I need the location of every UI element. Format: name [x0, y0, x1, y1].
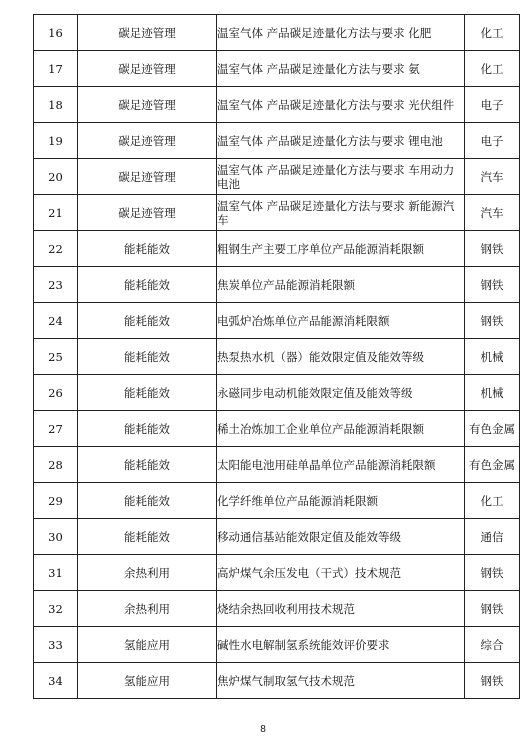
row-industry: 机械 — [465, 375, 520, 411]
row-number: 27 — [34, 411, 78, 447]
row-number: 21 — [34, 195, 78, 231]
table-row — [34, 519, 520, 555]
row-standard-title: 太阳能电池用硅单晶单位产品能源消耗限额 — [217, 447, 465, 483]
row-standard-title: 焦炉煤气制取氢气技术规范 — [217, 663, 465, 699]
row-standard-title: 永磁同步电动机能效限定值及能效等级 — [217, 375, 465, 411]
row-number: 34 — [34, 663, 78, 699]
row-category: 余热利用 — [78, 555, 217, 591]
row-industry: 机械 — [465, 339, 520, 375]
row-category: 氢能应用 — [78, 627, 217, 663]
row-category: 能耗能效 — [78, 483, 217, 519]
row-number: 30 — [34, 519, 78, 555]
row-number: 28 — [34, 447, 78, 483]
row-number: 29 — [34, 483, 78, 519]
table-body — [34, 15, 520, 699]
row-industry: 钢铁 — [465, 555, 520, 591]
row-standard-title: 碱性水电解制氢系统能效评价要求 — [217, 627, 465, 663]
page-number: 8 — [260, 724, 266, 735]
table-row — [34, 411, 520, 447]
row-number: 18 — [34, 87, 78, 123]
row-standard-title: 粗钢生产主要工序单位产品能源消耗限额 — [217, 231, 465, 267]
row-category: 碳足迹管理 — [78, 51, 217, 87]
row-industry: 综合 — [465, 627, 520, 663]
row-number: 22 — [34, 231, 78, 267]
row-category: 氢能应用 — [78, 663, 217, 699]
row-category: 能耗能效 — [78, 411, 217, 447]
row-category: 能耗能效 — [78, 303, 217, 339]
row-standard-title: 化学纤维单位产品能源消耗限额 — [217, 483, 465, 519]
row-standard-title: 移动通信基站能效限定值及能效等级 — [217, 519, 465, 555]
row-category: 碳足迹管理 — [78, 87, 217, 123]
row-standard-title: 温室气体 产品碳足迹量化方法与要求 化肥 — [217, 15, 465, 51]
row-number: 19 — [34, 123, 78, 159]
table-row — [34, 303, 520, 339]
row-number: 16 — [34, 15, 78, 51]
row-category: 碳足迹管理 — [78, 123, 217, 159]
row-number: 32 — [34, 591, 78, 627]
table-row — [34, 555, 520, 591]
row-industry: 汽车 — [465, 195, 520, 231]
row-standard-title: 稀土冶炼加工企业单位产品能源消耗限额 — [217, 411, 465, 447]
row-category: 能耗能效 — [78, 267, 217, 303]
table-row — [34, 339, 520, 375]
table-row — [34, 447, 520, 483]
row-standard-title: 温室气体 产品碳足迹量化方法与要求 锂电池 — [217, 123, 465, 159]
row-category: 碳足迹管理 — [78, 15, 217, 51]
table-row — [34, 123, 520, 159]
row-category: 余热利用 — [78, 591, 217, 627]
row-number: 25 — [34, 339, 78, 375]
row-number: 23 — [34, 267, 78, 303]
row-industry: 化工 — [465, 51, 520, 87]
row-standard-title: 温室气体 产品碳足迹量化方法与要求 氨 — [217, 51, 465, 87]
row-category: 碳足迹管理 — [78, 159, 217, 195]
row-number: 20 — [34, 159, 78, 195]
row-industry: 钢铁 — [465, 267, 520, 303]
table-row — [34, 663, 520, 699]
row-industry: 化工 — [465, 15, 520, 51]
standards-table — [33, 14, 520, 699]
row-industry: 钢铁 — [465, 303, 520, 339]
row-category: 能耗能效 — [78, 447, 217, 483]
row-standard-title: 温室气体 产品碳足迹量化方法与要求 车用动力电池 — [217, 159, 465, 195]
row-industry: 有色金属 — [465, 411, 520, 447]
row-number: 26 — [34, 375, 78, 411]
row-industry: 通信 — [465, 519, 520, 555]
table-row — [34, 51, 520, 87]
row-category: 能耗能效 — [78, 375, 217, 411]
table-row — [34, 591, 520, 627]
table-row — [34, 15, 520, 51]
row-standard-title: 温室气体 产品碳足迹量化方法与要求 光伏组件 — [217, 87, 465, 123]
row-industry: 钢铁 — [465, 591, 520, 627]
row-number: 33 — [34, 627, 78, 663]
row-standard-title: 电弧炉冶炼单位产品能源消耗限额 — [217, 303, 465, 339]
table-row — [34, 483, 520, 519]
row-industry: 电子 — [465, 87, 520, 123]
table-row — [34, 159, 520, 195]
row-number: 24 — [34, 303, 78, 339]
row-industry: 有色金属 — [465, 447, 520, 483]
row-standard-title: 焦炭单位产品能源消耗限额 — [217, 267, 465, 303]
table-row — [34, 87, 520, 123]
row-industry: 电子 — [465, 123, 520, 159]
table-row — [34, 627, 520, 663]
row-industry: 汽车 — [465, 159, 520, 195]
table-row — [34, 195, 520, 231]
row-number: 31 — [34, 555, 78, 591]
row-standard-title: 高炉煤气余压发电（干式）技术规范 — [217, 555, 465, 591]
row-category: 能耗能效 — [78, 519, 217, 555]
table-row — [34, 375, 520, 411]
row-category: 能耗能效 — [78, 231, 217, 267]
row-industry: 化工 — [465, 483, 520, 519]
row-standard-title: 烧结余热回收利用技术规范 — [217, 591, 465, 627]
row-standard-title: 热泵热水机（器）能效限定值及能效等级 — [217, 339, 465, 375]
table-row — [34, 267, 520, 303]
row-category: 能耗能效 — [78, 339, 217, 375]
row-industry: 钢铁 — [465, 663, 520, 699]
row-category: 碳足迹管理 — [78, 195, 217, 231]
table-row — [34, 231, 520, 267]
row-industry: 钢铁 — [465, 231, 520, 267]
row-number: 17 — [34, 51, 78, 87]
row-standard-title: 温室气体 产品碳足迹量化方法与要求 新能源汽车 — [217, 195, 465, 231]
